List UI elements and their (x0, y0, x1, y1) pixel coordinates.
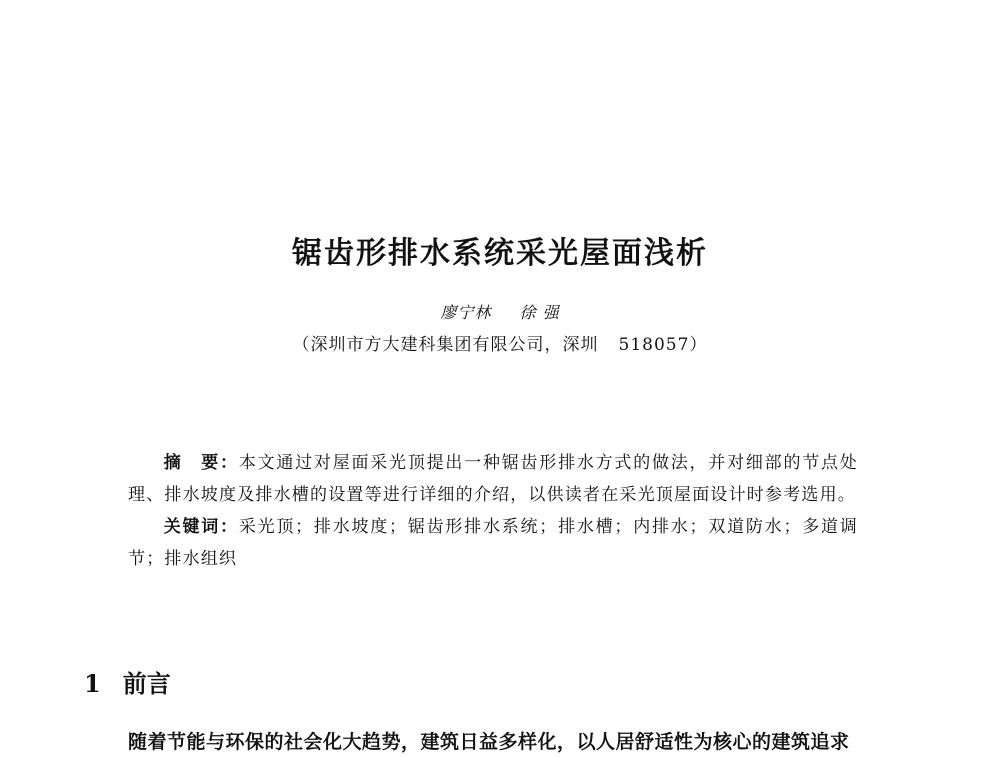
section-title: 前言 (122, 670, 171, 698)
keywords-text: 采光顶；排水坡度；锯齿形排水系统；排水槽；内排水；双道防水；多道调节；排水组织 (128, 517, 858, 569)
author-line (0, 300, 1000, 323)
author-name: 廖宁林 (440, 303, 492, 322)
section-heading (84, 664, 171, 699)
abstract-text: 本文通过对屋面采光顶提出一种锯齿形排水方式的做法，并对细部的节点处理、排水坡度及排水槽的设置等进行详细的介绍，以供读者在采光顶屋面设计时参考选用。 (128, 453, 858, 505)
keywords-label: 关键词： (163, 517, 239, 537)
keywords-paragraph (128, 511, 858, 575)
body-paragraph: 随着节能与环保的社会化大趋势，建筑日益多样化，以人居舒适性为核心的建筑追求 (128, 731, 850, 753)
abstract-label: 摘 要： (163, 453, 239, 473)
abstract-paragraph (128, 447, 858, 511)
affiliation (0, 330, 1000, 355)
section-number: 1 (84, 669, 101, 698)
author-name: 徐 强 (519, 303, 560, 322)
abstract-block (128, 447, 858, 575)
paper-title: 锯齿形排水系统采光屋面浅析 (292, 236, 708, 271)
affiliation-text: （深圳市方大建科集团有限公司，深圳 (292, 335, 599, 355)
affiliation-postcode: 518057） (618, 335, 708, 355)
